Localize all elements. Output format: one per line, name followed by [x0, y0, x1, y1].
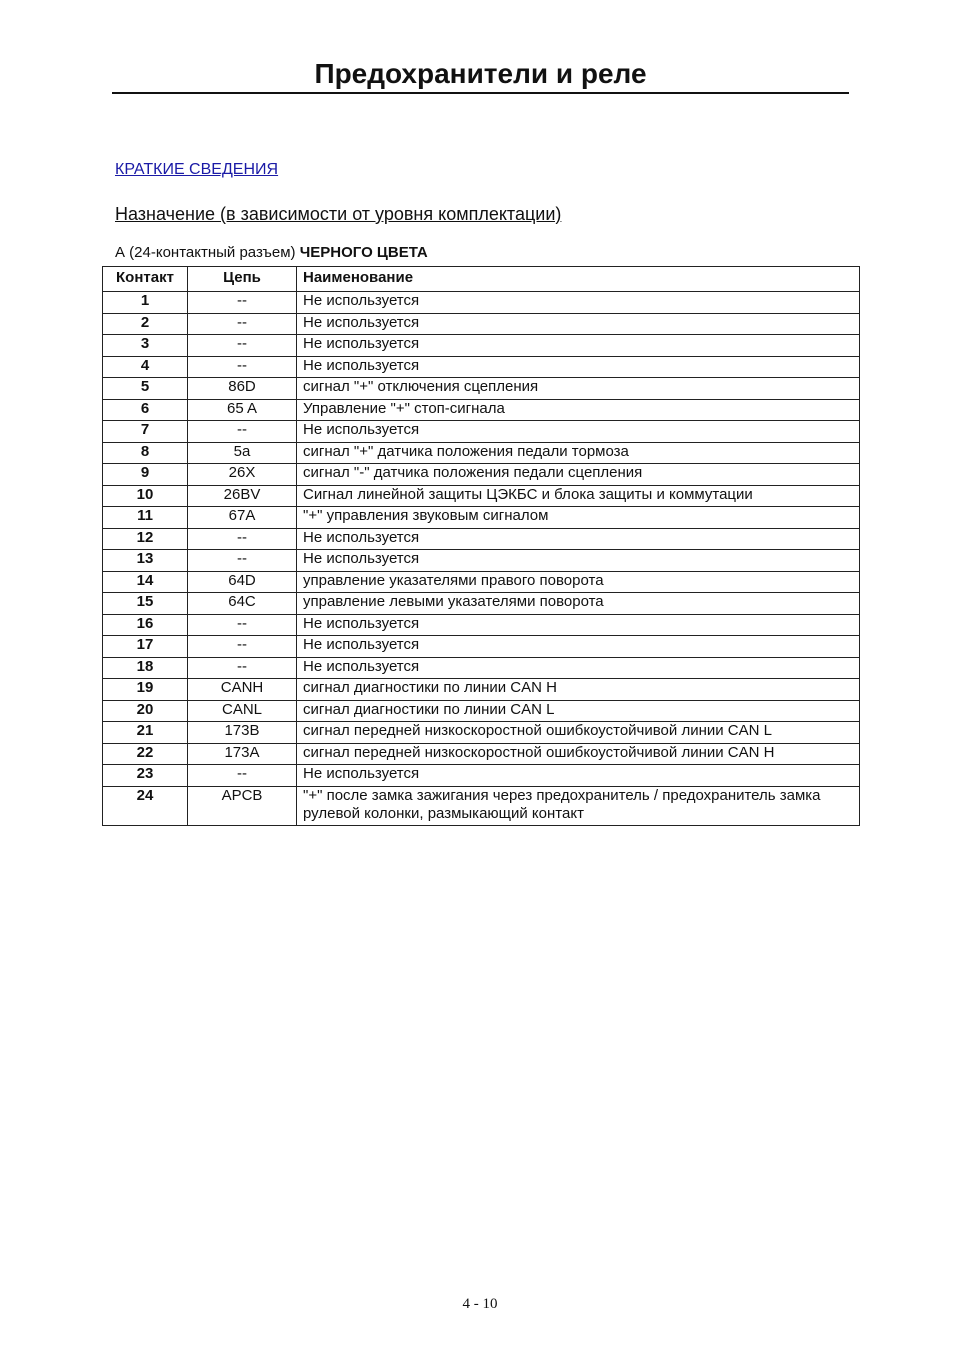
cell-name: Не используется	[297, 614, 860, 636]
table-row	[103, 399, 860, 421]
cell-circuit: --	[188, 636, 297, 658]
cell-name: Сигнал линейной защиты ЦЭКБС и блока защиты и коммутации	[297, 485, 860, 507]
cell-contact: 8	[103, 442, 188, 464]
cell-contact: 18	[103, 657, 188, 679]
connector-caption-color: ЧЕРНОГО ЦВЕТА	[299, 244, 428, 261]
cell-name: управление указателями правого поворота	[297, 571, 860, 593]
cell-name: управление левыми указателями поворота	[297, 593, 860, 615]
table-body	[103, 292, 860, 826]
cell-contact: 9	[103, 464, 188, 486]
cell-contact: 21	[103, 722, 188, 744]
cell-contact: 6	[103, 399, 188, 421]
table-row	[103, 722, 860, 744]
title-divider	[112, 92, 849, 94]
cell-name: Не используется	[297, 356, 860, 378]
cell-name: "+" управления звуковым сигналом	[297, 507, 860, 529]
section-heading: Назначение (в зависимости от уровня комплектации)	[115, 204, 562, 224]
page-number: 4 - 10	[462, 1296, 498, 1312]
cell-contact: 3	[103, 335, 188, 357]
cell-contact: 24	[103, 786, 188, 825]
connector-caption-prefix: А (24-контактный разъем)	[115, 244, 300, 261]
cell-circuit: 5a	[188, 442, 297, 464]
cell-circuit: 86D	[188, 378, 297, 400]
cell-name: сигнал "+" отключения сцепления	[297, 378, 860, 400]
cell-name: Не используется	[297, 335, 860, 357]
page-title: Предохранители и реле	[314, 58, 647, 89]
cell-circuit: --	[188, 528, 297, 550]
cell-name: сигнал передней низкоскоростной ошибкоустойчивой линии CAN L	[297, 722, 860, 744]
header-circuit: Цепь	[188, 267, 297, 292]
cell-contact: 1	[103, 292, 188, 314]
table-row	[103, 765, 860, 787]
cell-circuit: --	[188, 313, 297, 335]
table-header-row	[103, 267, 860, 292]
cell-contact: 12	[103, 528, 188, 550]
cell-name: Не используется	[297, 421, 860, 443]
table-row	[103, 571, 860, 593]
header-name: Наименование	[297, 267, 860, 292]
cell-contact: 11	[103, 507, 188, 529]
cell-name: сигнал "-" датчика положения педали сцепления	[297, 464, 860, 486]
cell-name: сигнал передней низкоскоростной ошибкоустойчивой линии CAN H	[297, 743, 860, 765]
table-row	[103, 743, 860, 765]
cell-name: Не используется	[297, 636, 860, 658]
cell-contact: 23	[103, 765, 188, 787]
table-row	[103, 485, 860, 507]
table-row	[103, 313, 860, 335]
cell-name: сигнал "+" датчика положения педали тормоза	[297, 442, 860, 464]
table-row	[103, 614, 860, 636]
cell-contact: 2	[103, 313, 188, 335]
cell-circuit: --	[188, 356, 297, 378]
table-row	[103, 786, 860, 825]
table-row	[103, 442, 860, 464]
table-row	[103, 636, 860, 658]
cell-contact: 14	[103, 571, 188, 593]
cell-contact: 13	[103, 550, 188, 572]
cell-circuit: --	[188, 765, 297, 787]
table-row	[103, 464, 860, 486]
cell-name: Не используется	[297, 657, 860, 679]
table-row	[103, 292, 860, 314]
cell-contact: 15	[103, 593, 188, 615]
table-row	[103, 356, 860, 378]
cell-circuit: CANH	[188, 679, 297, 701]
cell-name: Не используется	[297, 313, 860, 335]
cell-contact: 4	[103, 356, 188, 378]
cell-circuit: --	[188, 421, 297, 443]
table-row	[103, 528, 860, 550]
connector-caption	[115, 243, 428, 263]
table-row	[103, 507, 860, 529]
table-row	[103, 421, 860, 443]
cell-name: Управление "+" стоп-сигнала	[297, 399, 860, 421]
cell-name: сигнал диагностики по линии CAN L	[297, 700, 860, 722]
table-row	[103, 378, 860, 400]
cell-circuit: 67A	[188, 507, 297, 529]
table-row	[103, 335, 860, 357]
table-row	[103, 550, 860, 572]
cell-circuit: --	[188, 292, 297, 314]
pin-assignment-table	[102, 266, 860, 826]
cell-circuit: 173A	[188, 743, 297, 765]
cell-contact: 7	[103, 421, 188, 443]
cell-circuit: 26X	[188, 464, 297, 486]
cell-name: "+" после замка зажигания через предохранитель / предохранитель замка рулевой колонки, размыкающий контакт	[297, 786, 860, 825]
cell-contact: 22	[103, 743, 188, 765]
cell-circuit: 64D	[188, 571, 297, 593]
header-contact: Контакт	[103, 267, 188, 292]
cell-contact: 10	[103, 485, 188, 507]
cell-circuit: --	[188, 335, 297, 357]
cell-circuit: --	[188, 657, 297, 679]
cell-circuit: --	[188, 550, 297, 572]
cell-circuit: APCB	[188, 786, 297, 825]
cell-name: Не используется	[297, 550, 860, 572]
table-row	[103, 657, 860, 679]
cell-circuit: CANL	[188, 700, 297, 722]
table-row	[103, 700, 860, 722]
cell-contact: 20	[103, 700, 188, 722]
cell-name: сигнал диагностики по линии CAN H	[297, 679, 860, 701]
cell-name: Не используется	[297, 528, 860, 550]
cell-name: Не используется	[297, 292, 860, 314]
cell-contact: 19	[103, 679, 188, 701]
cell-name: Не используется	[297, 765, 860, 787]
cell-contact: 16	[103, 614, 188, 636]
cell-contact: 17	[103, 636, 188, 658]
cell-circuit: --	[188, 614, 297, 636]
table-row	[103, 593, 860, 615]
cell-circuit: 64C	[188, 593, 297, 615]
cell-circuit: 173B	[188, 722, 297, 744]
summary-link[interactable]: КРАТКИЕ СВЕДЕНИЯ	[115, 161, 279, 178]
cell-circuit: 26BV	[188, 485, 297, 507]
table-row	[103, 679, 860, 701]
cell-contact: 5	[103, 378, 188, 400]
cell-circuit: 65 A	[188, 399, 297, 421]
